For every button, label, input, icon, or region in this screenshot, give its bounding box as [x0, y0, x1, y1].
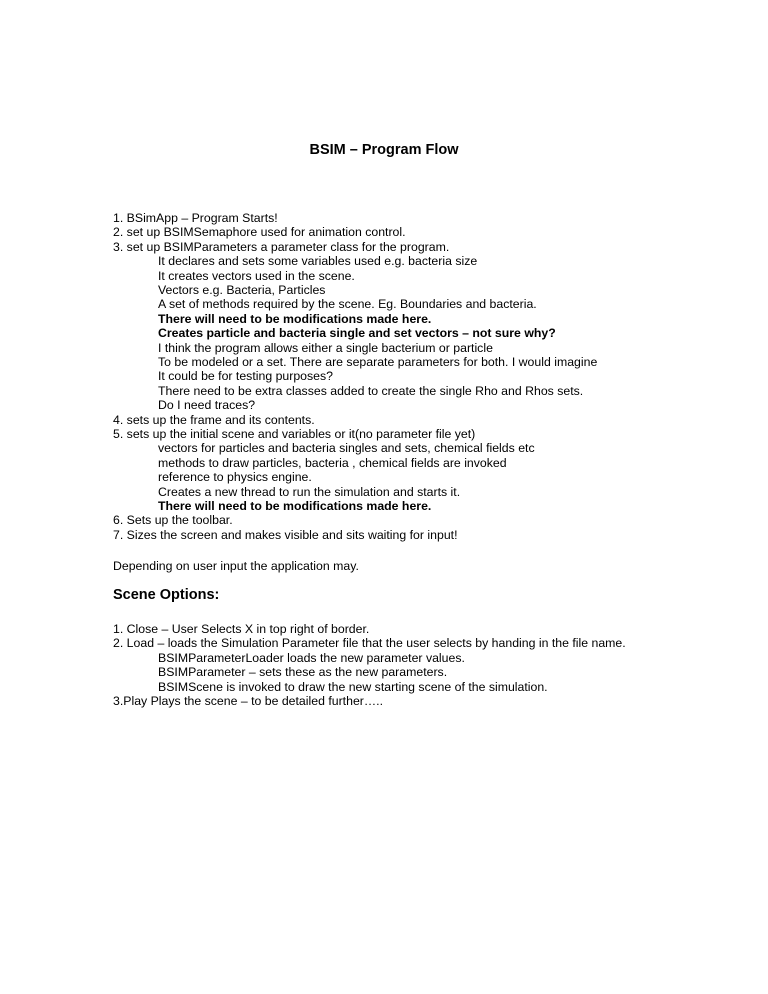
program-flow-line: It creates vectors used in the scene. [158, 268, 355, 283]
program-flow-line: There will need to be modifications made here. [158, 499, 432, 513]
program-flow-line: 3. set up BSIMParameters a parameter class for the program. [113, 239, 450, 254]
scene-option-line: 1. Close – User Selects X in top right of border. [113, 622, 370, 636]
program-flow-line: Vectors e.g. Bacteria, Particles [158, 283, 326, 297]
program-flow-line: 4. sets up the frame and its contents. [113, 412, 315, 427]
program-flow-line: 6. Sets up the toolbar. [113, 513, 233, 528]
intro-paragraph: Depending on user input the application may. [113, 559, 359, 573]
program-flow-line: A set of methods required by the scene. Eg. Boundaries and bacteria. [158, 297, 537, 312]
program-flow-line: It could be for testing purposes? [158, 369, 333, 384]
program-flow-line: There will need to be modifications made here. [158, 311, 432, 326]
program-flow-line: It declares and sets some variables used e.g. bacteria size [158, 254, 478, 269]
scene-option-line: 2. Load – loads the Simulation Parameter file that the user selects by handing in the file name. [113, 636, 626, 651]
program-flow-line: To be modeled or a set. There are separate parameters for both. I would imagine [158, 355, 598, 369]
program-flow-line: 5. sets up the initial scene and variables or it(no parameter file yet) [113, 427, 476, 441]
program-flow-line: vectors for particles and bacteria singles and sets, chemical fields etc [158, 441, 535, 456]
scene-option-line: 3.Play Plays the scene – to be detailed further….. [113, 694, 384, 708]
program-flow-line: 7. Sizes the screen and makes visible and sits waiting for input! [113, 527, 458, 542]
scene-option-line: BSIMParameter – sets these as the new parameters. [158, 665, 448, 680]
scene-option-line: BSIMParameterLoader loads the new parameter values. [158, 650, 465, 665]
program-flow-line: Creates a new thread to run the simulation and starts it. [158, 484, 461, 499]
program-flow-line: reference to physics engine. [158, 470, 312, 485]
program-flow-line: There need to be extra classes added to create the single Rho and Rhos sets. [158, 383, 584, 398]
program-flow-line: I think the program allows either a single bacterium or particle [158, 340, 493, 355]
program-flow-line: 2. set up BSIMSemaphore used for animation control. [113, 225, 406, 240]
scene-option-line: BSIMScene is invoked to draw the new starting scene of the simulation. [158, 679, 548, 694]
program-flow-line: methods to draw particles, bacteria , chemical fields are invoked [158, 455, 507, 470]
program-flow-line: Do I need traces? [158, 398, 256, 413]
document-title: BSIM – Program Flow [309, 142, 459, 158]
program-flow-line: Creates particle and bacteria single and set vectors – not sure why? [158, 326, 556, 341]
scene-options-heading: Scene Options: [113, 587, 220, 603]
program-flow-line: 1. BSimApp – Program Starts! [113, 211, 278, 225]
